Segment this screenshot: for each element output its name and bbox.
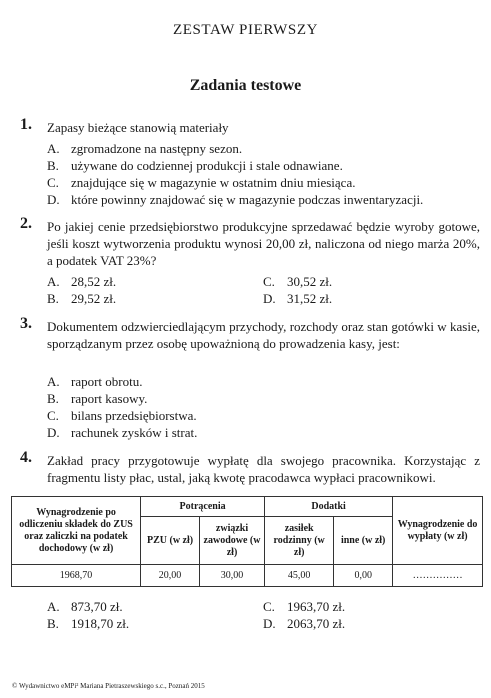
- option-text: 31,52 zł.: [287, 291, 333, 306]
- option-text: 28,52 zł.: [71, 274, 117, 289]
- option-letter: C.: [263, 599, 275, 614]
- option-text: zgromadzone na następny sezon.: [71, 141, 243, 156]
- question-3-number: 3.: [20, 315, 32, 332]
- option-text: 2063,70 zł.: [287, 616, 346, 631]
- header-other: inne (w zł): [334, 517, 393, 565]
- q1-option-d[interactable]: [47, 191, 423, 208]
- option-letter: A.: [47, 141, 60, 156]
- option-text: które powinny znajdować się w magazynie podczas inwentaryzacji.: [71, 192, 424, 207]
- option-letter: D.: [47, 192, 60, 207]
- header-union: związki zawodowe (w zł): [199, 517, 264, 565]
- option-letter: A.: [47, 374, 60, 389]
- option-text: bilans przedsiębiorstwa.: [71, 408, 197, 423]
- option-letter: C.: [47, 175, 59, 190]
- option-text: rachunek zysków i strat.: [71, 425, 198, 440]
- option-letter: B.: [47, 391, 59, 406]
- question-4-text: Zakład pracy przygotowuje wypłatę dla swojego pracownika. Korzystając z fragmentu listy płac, ustal, jaką kwotę pracodawca wypłaci pracownikowi.: [47, 453, 480, 485]
- cell-other: 0,00: [334, 565, 393, 587]
- q4-option-a[interactable]: [47, 598, 123, 615]
- q1-option-a[interactable]: [47, 140, 242, 157]
- cell-family: 45,00: [265, 565, 334, 587]
- option-letter: C.: [263, 274, 275, 289]
- option-letter: D.: [263, 291, 276, 306]
- q4-option-b[interactable]: [47, 615, 129, 632]
- question-1-text: Zapasy bieżące stanowią materiały: [47, 120, 229, 135]
- cell-payout-blank[interactable]: ……………: [393, 565, 483, 587]
- q2-option-d[interactable]: [263, 290, 332, 307]
- question-4-number: 4.: [20, 449, 32, 466]
- option-letter: A.: [47, 599, 60, 614]
- q3-option-a[interactable]: [47, 373, 142, 390]
- cell-base: 1968,70: [12, 565, 141, 587]
- header-bonuses: Dodatki: [265, 497, 393, 517]
- q2-option-a[interactable]: [47, 273, 116, 290]
- option-letter: C.: [47, 408, 59, 423]
- q1-option-c[interactable]: [47, 174, 355, 191]
- question-2-text: Po jakiej cenie przedsiębiorstwo produkcyjne sprzedawać będzie wyroby gotowe, jeśli koszt wytworzenia produktu wynosi 20,00 zł, naliczona od niego marża 20%, a podatek VAT 23%?: [47, 219, 480, 268]
- cell-pzu: 20,00: [141, 565, 200, 587]
- set-title: ZESTAW PIERWSZY: [172, 22, 319, 38]
- option-letter: B.: [47, 616, 59, 631]
- q2-option-b[interactable]: [47, 290, 116, 307]
- option-text: 1963,70 zł.: [287, 599, 346, 614]
- q3-option-c[interactable]: [47, 407, 197, 424]
- option-letter: D.: [47, 425, 60, 440]
- header-pzu: PZU (w zł): [141, 517, 200, 565]
- option-letter: B.: [47, 158, 59, 173]
- header-family: zasiłek rodzinny (w zł): [265, 517, 334, 565]
- question-1-number: 1.: [20, 116, 32, 133]
- q3-option-b[interactable]: [47, 390, 147, 407]
- q1-option-b[interactable]: [47, 157, 343, 174]
- q3-option-d[interactable]: [47, 424, 197, 441]
- payroll-table: [11, 496, 483, 587]
- option-text: 30,52 zł.: [287, 274, 333, 289]
- copyright-footer: © Wydawnictwo eMPi² Mariana Pietraszewskiego s.c., Poznań 2015: [12, 682, 205, 690]
- option-text: raport obrotu.: [71, 374, 143, 389]
- option-text: używane do codziennej produkcji i stale odnawiane.: [71, 158, 343, 173]
- header-payout: Wynagrodzenie do wypłaty (w zł): [393, 497, 483, 565]
- header-base-salary: Wynagrodzenie po odliczeniu składek do ZUS oraz zaliczki na podatek dochodowy (w zł): [12, 497, 141, 565]
- q2-option-c[interactable]: [263, 273, 332, 290]
- section-title: Zadania testowe: [189, 77, 302, 94]
- question-2-number: 2.: [20, 215, 32, 232]
- option-letter: B.: [47, 291, 59, 306]
- option-text: raport kasowy.: [71, 391, 148, 406]
- option-letter: A.: [47, 274, 60, 289]
- option-text: znajdujące się w magazynie w ostatnim dniu miesiąca.: [71, 175, 356, 190]
- table-row: [12, 565, 483, 587]
- question-3-text: Dokumentem odzwierciedlającym przychody, rozchody oraz stan gotówki w kasie, sporządzanym przez osobę upoważnioną do prowadzenia kasy, jest:: [47, 319, 480, 351]
- option-text: 29,52 zł.: [71, 291, 117, 306]
- option-letter: D.: [263, 616, 276, 631]
- option-text: 873,70 zł.: [71, 599, 123, 614]
- cell-union: 30,00: [199, 565, 264, 587]
- q4-option-d[interactable]: [263, 615, 345, 632]
- option-text: 1918,70 zł.: [71, 616, 130, 631]
- header-deductions: Potrącenia: [141, 497, 265, 517]
- q4-option-c[interactable]: [263, 598, 345, 615]
